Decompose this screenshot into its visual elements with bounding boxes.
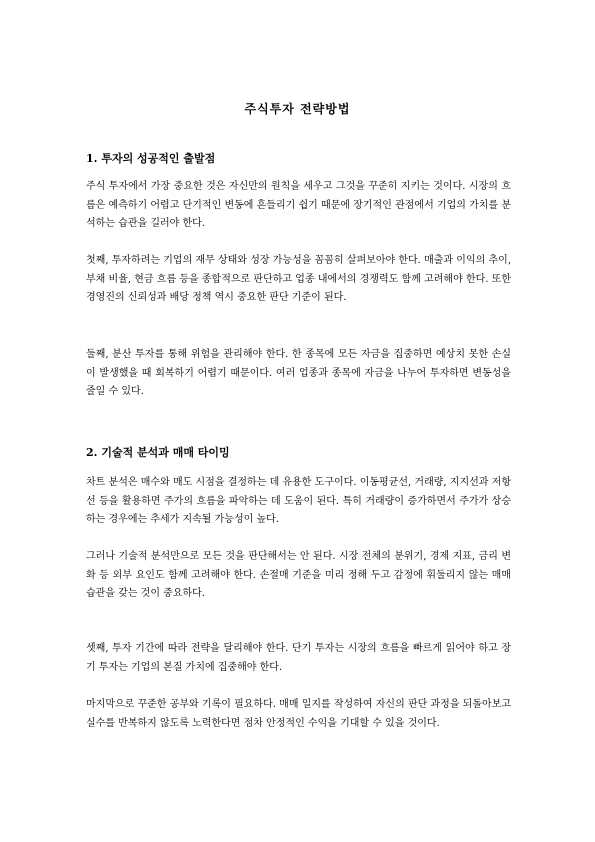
paragraph-1-3: 둘째, 분산 투자를 통해 위험을 관리해야 한다. 한 종목에 모든 자금을 집중하면 예상치 못한 손실이 발생했을 때 회복하기 어렵기 때문이다. 여러 업종과 종목에 자금을 나누어 투자하면 변동성을 줄일 수 있다.	[86, 349, 511, 397]
paragraph-1-1: 주식 투자에서 가장 중요한 것은 자신만의 원칙을 세우고 그것을 꾸준히 지키는 것이다. 시장의 흐름은 예측하기 어렵고 단기적인 변동에 흔들리기 쉽기 때문에 장기적인 관점에서 기업의 가치를 분석하는 습관을 길러야 한다.	[86, 181, 511, 229]
document-title: 주식투자 전략방법	[244, 102, 351, 116]
section-heading-1: 1. 투자의 성공적인 출발점	[86, 152, 216, 165]
paragraph-2-2: 그러나 기술적 분석만으로 모든 것을 판단해서는 안 된다. 시장 전체의 분위기, 경제 지표, 금리 변화 등 외부 요인도 함께 고려해야 한다. 손절매 기준을 미리 정해 두고 감정에 휘둘리지 않는 매매 습관을 갖는 것이 중요하다.	[86, 551, 511, 599]
paragraph-2-4: 마지막으로 꾸준한 공부와 기록이 필요하다. 매매 일지를 작성하여 자신의 판단 과정을 되돌아보고 실수를 반복하지 않도록 노력한다면 점차 안정적인 수익을 기대할 수 있을 것이다.	[86, 699, 511, 729]
paragraph-2-3: 셋째, 투자 기간에 따라 전략을 달리해야 한다. 단기 투자는 시장의 흐름을 빠르게 읽어야 하고 장기 투자는 기업의 본질 가치에 집중해야 한다.	[86, 643, 511, 673]
paragraph-1-2: 첫째, 투자하려는 기업의 재무 상태와 성장 가능성을 꼼꼼히 살펴보아야 한다. 매출과 이익의 추이, 부채 비율, 현금 흐름 등을 종합적으로 판단하고 업종 내에서의 경쟁력도 함께 고려해야 한다. 또한 경영진의 신뢰성과 배당 정책 역시 중요한 판단 기준이 된다.	[86, 255, 511, 303]
section-heading-2: 2. 기술적 분석과 매매 타이밍	[86, 446, 230, 459]
paragraph-2-1: 차트 분석은 매수와 매도 시점을 결정하는 데 유용한 도구이다. 이동평균선, 거래량, 지지선과 저항선 등을 활용하면 주가의 흐름을 파악하는 데 도움이 된다. 특히 거래량이 증가하면서 주가가 상승하는 경우에는 추세가 지속될 가능성이 높다.	[86, 477, 511, 525]
